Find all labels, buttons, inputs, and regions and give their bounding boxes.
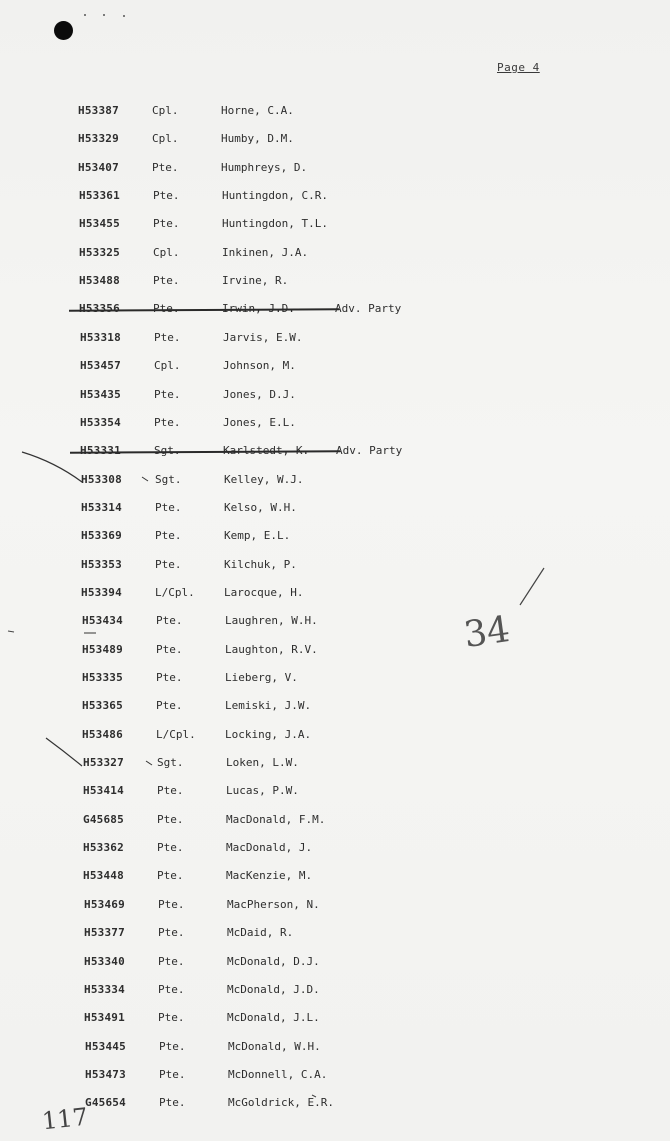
service-number: H53448 (83, 869, 124, 882)
rank: Cpl. (152, 104, 179, 117)
name: McDonald, D.J. (227, 955, 320, 968)
name: McDonald, J.L. (227, 1011, 320, 1024)
rank: Pte. (154, 331, 181, 344)
rank: Pte. (156, 699, 183, 712)
rank: Pte. (157, 869, 184, 882)
tick-mark (8, 631, 14, 632)
name: Lucas, P.W. (226, 784, 299, 797)
rank: Pte. (153, 274, 180, 287)
service-number: H53335 (82, 671, 123, 684)
service-number: H53473 (85, 1068, 126, 1081)
handwritten-margin-count: 117 (40, 1102, 90, 1136)
rank: Pte. (156, 614, 183, 627)
rank: Pte. (153, 302, 180, 315)
service-number: H53327 (83, 756, 124, 769)
name: Karlstedt, K. (223, 444, 310, 457)
rank: Cpl. (154, 359, 181, 372)
rank: L/Cpl. (155, 586, 195, 599)
check-mark (520, 568, 544, 605)
service-number: H53491 (84, 1011, 125, 1024)
service-number: H53329 (78, 132, 119, 145)
service-number: H53394 (81, 586, 122, 599)
name: McDonnell, C.A. (228, 1068, 328, 1081)
name: Jarvis, E.W. (223, 331, 303, 344)
service-number: H53486 (82, 728, 123, 741)
name: Lieberg, V. (225, 671, 298, 684)
service-number: H53407 (78, 161, 119, 174)
rank: Pte. (157, 784, 184, 797)
page-number: Page 4 (497, 61, 540, 74)
rank: Pte. (159, 1096, 186, 1109)
name: Loken, L.W. (226, 756, 299, 769)
service-number: H53435 (80, 388, 121, 401)
name: McDonald, J.D. (227, 983, 320, 996)
name: Humby, D.M. (221, 132, 294, 145)
name: Humphreys, D. (221, 161, 308, 174)
service-number: H53361 (79, 189, 120, 202)
note: Adv. Party (335, 302, 402, 315)
name: McDonald, W.H. (228, 1040, 321, 1053)
rank: Pte. (158, 926, 185, 939)
name: Huntingdon, C.R. (222, 189, 328, 202)
tick-mark (142, 477, 148, 481)
rank: Cpl. (153, 246, 180, 259)
name: Locking, J.A. (225, 728, 312, 741)
service-number: H53369 (81, 529, 122, 542)
tick-mark (146, 761, 152, 765)
rank: Pte. (158, 983, 185, 996)
service-number: H53325 (79, 246, 120, 259)
rank: Sgt. (157, 756, 184, 769)
name: Inkinen, J.A. (222, 246, 309, 259)
name: Horne, C.A. (221, 104, 294, 117)
name: Kemp, E.L. (224, 529, 291, 542)
name: McGoldrick, E.R. (228, 1096, 334, 1109)
service-number: H53455 (79, 217, 120, 230)
service-number: H53365 (82, 699, 123, 712)
service-number: H53489 (82, 643, 123, 656)
name: Lemiski, J.W. (225, 699, 312, 712)
service-number: H53334 (84, 983, 125, 996)
service-number: H53340 (84, 955, 125, 968)
rank: Pte. (152, 161, 179, 174)
name: Laughren, W.H. (225, 614, 318, 627)
rank: Pte. (159, 1068, 186, 1081)
service-number: H53414 (83, 784, 124, 797)
name: Kelley, W.J. (224, 473, 304, 486)
rank: Pte. (154, 388, 181, 401)
name: Kelso, W.H. (224, 501, 297, 514)
service-number: H53318 (80, 331, 121, 344)
service-number: G45685 (83, 813, 124, 826)
name: Johnson, M. (223, 359, 296, 372)
rank: Pte. (157, 841, 184, 854)
name: MacDonald, J. (226, 841, 313, 854)
name: Kilchuk, P. (224, 558, 297, 571)
rank: Pte. (156, 671, 183, 684)
name: MacKenzie, M. (226, 869, 313, 882)
rank: Pte. (153, 217, 180, 230)
service-number: H53353 (81, 558, 122, 571)
name: Larocque, H. (224, 586, 304, 599)
name: Laughton, R.V. (225, 643, 318, 656)
rank: Pte. (155, 558, 182, 571)
margin-tick-mark (46, 738, 82, 766)
tick-mark (312, 1095, 316, 1097)
service-number: H53488 (79, 274, 120, 287)
name: McDaid, R. (227, 926, 294, 939)
rank: Sgt. (155, 473, 182, 486)
rank: Pte. (154, 416, 181, 429)
name: MacDonald, F.M. (226, 813, 326, 826)
name: MacPherson, N. (227, 898, 320, 911)
margin-tick-mark (22, 452, 82, 482)
rank: Pte. (158, 1011, 185, 1024)
service-number: H53331 (80, 444, 121, 457)
rank: Pte. (159, 1040, 186, 1053)
service-number: H53377 (84, 926, 125, 939)
name: Jones, E.L. (223, 416, 296, 429)
rank: Pte. (157, 813, 184, 826)
service-number: H53362 (83, 841, 124, 854)
rank: Pte. (156, 643, 183, 656)
service-number: H53308 (81, 473, 122, 486)
rank: Pte. (158, 898, 185, 911)
service-number: H53469 (84, 898, 125, 911)
service-number: H53387 (78, 104, 119, 117)
service-number: H53445 (85, 1040, 126, 1053)
name: Irwin, J.D. (222, 302, 295, 315)
service-number: G45654 (85, 1096, 126, 1109)
note: Adv. Party (336, 444, 403, 457)
name: Huntingdon, T.L. (222, 217, 328, 230)
rank: Pte. (155, 501, 182, 514)
name: Irvine, R. (222, 274, 289, 287)
rank: Pte. (155, 529, 182, 542)
rank: Cpl. (152, 132, 179, 145)
handwritten-count: 34 (461, 609, 513, 656)
service-number: H53354 (80, 416, 121, 429)
rank: L/Cpl. (156, 728, 196, 741)
name: Jones, D.J. (223, 388, 296, 401)
service-number: H53356 (79, 302, 120, 315)
rank: Pte. (153, 189, 180, 202)
service-number: H53434 (82, 614, 123, 627)
rank: Sgt. (154, 444, 181, 457)
rank: Pte. (158, 955, 185, 968)
service-number: H53457 (80, 359, 121, 372)
service-number: H53314 (81, 501, 122, 514)
